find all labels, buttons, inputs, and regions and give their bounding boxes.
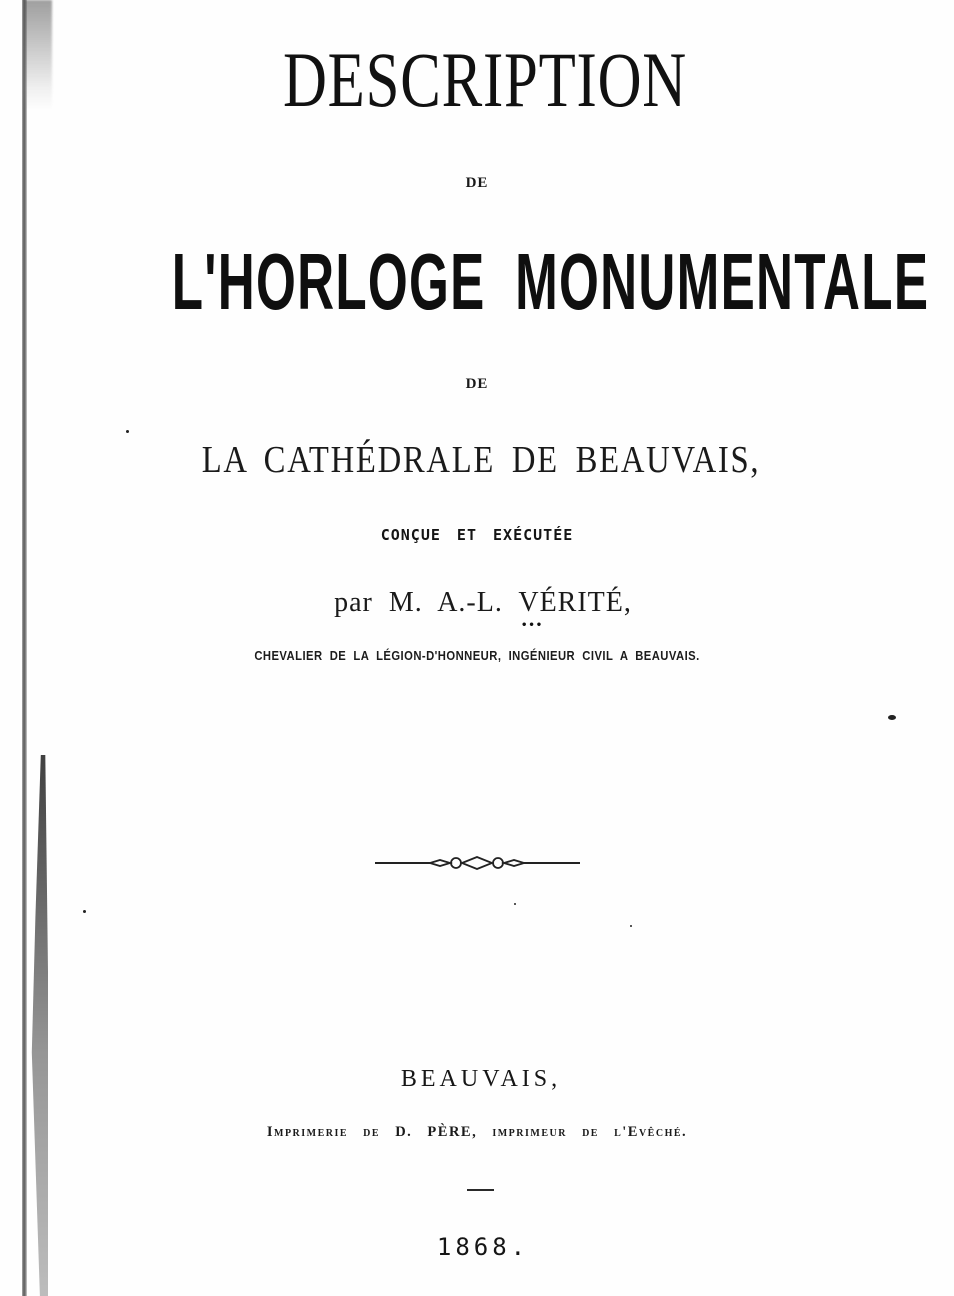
title-line-description: DESCRIPTION — [282, 36, 688, 123]
connector-de-2: DE — [465, 376, 489, 392]
imprint-year: 1868. — [436, 1233, 530, 1261]
author-line: par M. A.-L. VÉRITÉ, — [334, 587, 632, 618]
subtitle-concue: CONÇUE ET EXÉCUTÉE — [380, 526, 574, 544]
title-line-cathedrale: LA CATHÉDRALE DE BEAUVAIS, — [201, 439, 761, 481]
imprint-separator-rule — [467, 1189, 494, 1191]
ink-speck — [514, 903, 516, 905]
ornament-rule-icon — [375, 853, 580, 873]
ink-speck — [126, 430, 129, 433]
binding-shadow-lower — [30, 755, 48, 1296]
author-credentials: CHEVALIER DE LA LÉGION-D'HONNEUR, INGÉNIEUR CIVIL A BEAUVAIS. — [254, 649, 700, 663]
ink-speck — [83, 910, 86, 913]
ink-speck — [630, 925, 632, 927]
imprint-city: BEAUVAIS, — [400, 1066, 562, 1092]
ink-speck — [888, 715, 896, 720]
author-marks: ••• — [521, 620, 544, 631]
imprint-printer: Imprimerie de D. PÈRE, imprimeur de l'Evêché. — [266, 1124, 688, 1140]
title-line-horloge: L'HORLOGE MONUMENTALE — [171, 237, 930, 326]
connector-de-1: DE — [465, 175, 489, 191]
binding-edge — [22, 0, 27, 1296]
binding-smudge-top — [24, 0, 52, 110]
